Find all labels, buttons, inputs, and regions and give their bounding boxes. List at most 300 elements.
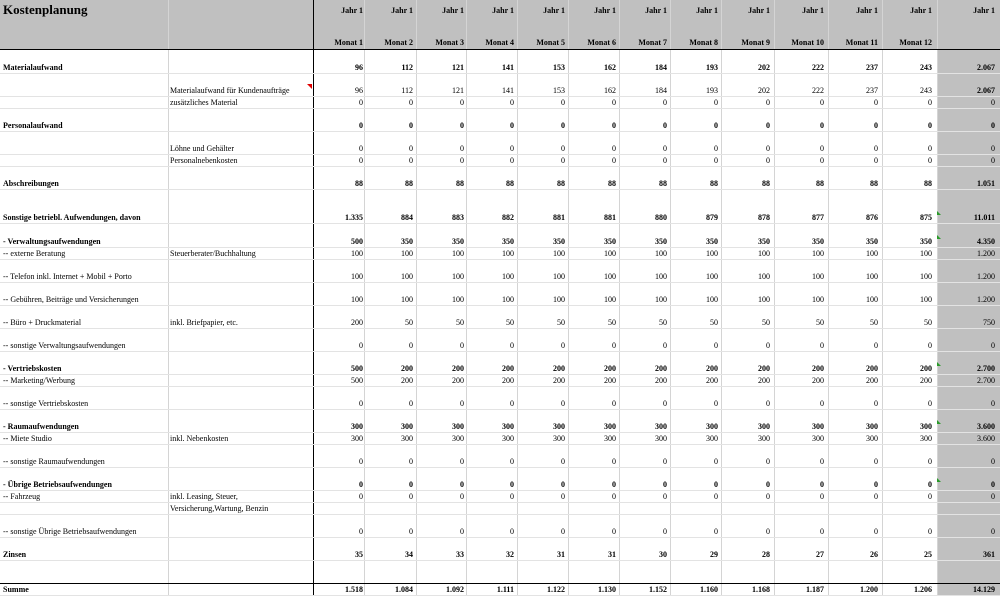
month-value-cell[interactable]: 0 [612, 144, 616, 153]
month-value-cell[interactable]: 100 [452, 249, 464, 258]
month-value-cell[interactable]: 0 [359, 98, 363, 107]
month-value-cell[interactable]: 100 [758, 272, 770, 281]
month-value-cell[interactable]: 350 [553, 237, 565, 246]
month-value-cell[interactable]: 222 [812, 86, 824, 95]
month-value-cell[interactable]: 100 [655, 295, 667, 304]
month-value-cell[interactable]: 25 [924, 550, 932, 559]
month-value-cell[interactable]: 350 [452, 237, 464, 246]
month-value-cell[interactable]: 350 [502, 237, 514, 246]
year-total-cell[interactable]: 2.067 [977, 86, 995, 95]
year-total-cell[interactable]: 2.700 [977, 376, 995, 385]
month-value-cell[interactable]: 50 [762, 318, 770, 327]
month-value-cell[interactable]: 0 [766, 480, 770, 489]
month-value-cell[interactable]: 29 [710, 550, 718, 559]
month-value-cell[interactable]: 0 [612, 98, 616, 107]
month-value-cell[interactable]: 193 [706, 63, 718, 72]
month-value-cell[interactable]: 0 [510, 399, 514, 408]
month-value-cell[interactable]: 50 [924, 318, 932, 327]
month-value-cell[interactable]: 162 [604, 63, 616, 72]
month-value-cell[interactable]: 0 [928, 98, 932, 107]
month-value-cell[interactable]: 200 [758, 376, 770, 385]
month-value-cell[interactable]: 0 [928, 341, 932, 350]
month-value-cell[interactable]: 0 [409, 144, 413, 153]
month-value-cell[interactable]: 100 [706, 272, 718, 281]
month-value-cell[interactable]: 0 [714, 121, 718, 130]
month-value-cell[interactable]: 0 [460, 457, 464, 466]
month-value-cell[interactable]: 500 [351, 237, 363, 246]
month-value-cell[interactable]: 35 [355, 550, 363, 559]
month-value-cell[interactable]: 300 [706, 434, 718, 443]
month-value-cell[interactable]: 0 [928, 480, 932, 489]
month-value-cell[interactable]: 300 [758, 434, 770, 443]
month-value-cell[interactable]: 0 [874, 156, 878, 165]
month-value-cell[interactable]: 100 [351, 272, 363, 281]
year-total-cell[interactable]: 0 [991, 480, 995, 489]
row-label[interactable]: -- Fahrzeug [3, 492, 41, 501]
month-value-cell[interactable]: 200 [401, 376, 413, 385]
month-value-cell[interactable]: 0 [714, 457, 718, 466]
month-value-cell[interactable]: 100 [920, 295, 932, 304]
year-total-cell[interactable]: 3.600 [977, 434, 995, 443]
month-value-cell[interactable]: 31 [557, 550, 565, 559]
month-value-cell[interactable]: 100 [351, 249, 363, 258]
month-value-cell[interactable]: 0 [359, 121, 363, 130]
row-label[interactable]: - Vertriebskosten [3, 364, 62, 373]
year-total-cell[interactable]: 0 [991, 527, 995, 536]
month-value-cell[interactable]: 200 [351, 318, 363, 327]
month-value-cell[interactable]: 0 [510, 527, 514, 536]
month-value-cell[interactable]: 0 [561, 457, 565, 466]
month-value-cell[interactable]: 88 [659, 179, 667, 188]
row-description[interactable]: Materialaufwand für Kundenaufträge [170, 86, 290, 95]
month-value-cell[interactable]: 100 [920, 249, 932, 258]
month-value-cell[interactable]: 0 [766, 144, 770, 153]
month-value-cell[interactable]: 300 [452, 422, 464, 431]
month-value-cell[interactable]: 0 [928, 399, 932, 408]
year-total-cell[interactable]: 11.011 [973, 213, 995, 222]
month-value-cell[interactable]: 0 [766, 121, 770, 130]
month-value-cell[interactable]: 0 [820, 480, 824, 489]
month-value-cell[interactable]: 88 [710, 179, 718, 188]
month-value-cell[interactable]: 350 [866, 237, 878, 246]
month-value-cell[interactable]: 50 [506, 318, 514, 327]
row-label[interactable]: -- Miete Studio [3, 434, 52, 443]
year-total-cell[interactable]: 1.200 [977, 249, 995, 258]
year-total-cell[interactable]: 0 [991, 98, 995, 107]
month-value-cell[interactable]: 0 [510, 121, 514, 130]
month-value-cell[interactable]: 0 [663, 457, 667, 466]
month-value-cell[interactable]: 350 [401, 237, 413, 246]
row-description[interactable]: inkl. Nebenkosten [170, 434, 229, 443]
month-value-cell[interactable]: 0 [561, 492, 565, 501]
month-value-cell[interactable]: 50 [608, 318, 616, 327]
month-value-cell[interactable]: 200 [604, 364, 616, 373]
month-value-cell[interactable]: 88 [355, 179, 363, 188]
month-value-cell[interactable]: 243 [920, 63, 932, 72]
month-value-cell[interactable]: 200 [655, 376, 667, 385]
month-value-cell[interactable]: 0 [460, 156, 464, 165]
month-value-cell[interactable]: 0 [714, 144, 718, 153]
month-value-cell[interactable]: 27 [816, 550, 824, 559]
row-label[interactable]: Summe [3, 585, 29, 594]
month-value-cell[interactable]: 0 [714, 480, 718, 489]
month-value-cell[interactable]: 200 [866, 364, 878, 373]
year-total-cell[interactable]: 0 [991, 156, 995, 165]
month-value-cell[interactable]: 884 [401, 213, 413, 222]
month-value-cell[interactable]: 100 [706, 295, 718, 304]
month-value-cell[interactable]: 0 [820, 457, 824, 466]
month-value-cell[interactable]: 880 [655, 213, 667, 222]
month-value-cell[interactable]: 0 [359, 480, 363, 489]
row-description[interactable]: Löhne und Gehälter [170, 144, 234, 153]
month-value-cell[interactable]: 88 [405, 179, 413, 188]
row-label[interactable]: -- Büro + Druckmaterial [3, 318, 82, 327]
month-value-cell[interactable]: 0 [663, 144, 667, 153]
month-value-cell[interactable]: 100 [553, 272, 565, 281]
month-value-cell[interactable]: 88 [506, 179, 514, 188]
month-value-cell[interactable]: 0 [510, 480, 514, 489]
month-value-cell[interactable]: 100 [604, 295, 616, 304]
month-value-cell[interactable]: 0 [612, 341, 616, 350]
month-value-cell[interactable]: 237 [866, 63, 878, 72]
month-value-cell[interactable]: 500 [351, 364, 363, 373]
month-value-cell[interactable]: 34 [405, 550, 413, 559]
month-value-cell[interactable]: 0 [510, 156, 514, 165]
row-label[interactable]: -- sonstige Vertriebskosten [3, 399, 89, 408]
month-value-cell[interactable]: 88 [557, 179, 565, 188]
month-value-cell[interactable]: 0 [874, 98, 878, 107]
month-value-cell[interactable]: 300 [812, 422, 824, 431]
row-label[interactable]: Abschreibungen [3, 179, 59, 188]
month-value-cell[interactable]: 1.335 [345, 213, 363, 222]
month-value-cell[interactable]: 0 [561, 121, 565, 130]
month-value-cell[interactable]: 0 [714, 399, 718, 408]
month-value-cell[interactable]: 1.122 [547, 585, 565, 594]
year-total-cell[interactable]: 0 [991, 341, 995, 350]
month-value-cell[interactable]: 0 [820, 121, 824, 130]
month-value-cell[interactable]: 1.160 [700, 585, 718, 594]
month-value-cell[interactable]: 0 [663, 156, 667, 165]
month-value-cell[interactable]: 200 [866, 376, 878, 385]
month-value-cell[interactable]: 0 [510, 144, 514, 153]
month-value-cell[interactable]: 100 [706, 249, 718, 258]
month-value-cell[interactable]: 0 [359, 457, 363, 466]
month-value-cell[interactable]: 237 [866, 86, 878, 95]
month-value-cell[interactable]: 0 [714, 492, 718, 501]
month-value-cell[interactable]: 1.206 [914, 585, 932, 594]
month-value-cell[interactable]: 0 [663, 399, 667, 408]
month-value-cell[interactable]: 0 [874, 480, 878, 489]
month-value-cell[interactable]: 100 [502, 249, 514, 258]
month-value-cell[interactable]: 88 [456, 179, 464, 188]
month-value-cell[interactable]: 202 [758, 63, 770, 72]
month-value-cell[interactable]: 300 [812, 434, 824, 443]
month-value-cell[interactable]: 96 [355, 63, 363, 72]
month-value-cell[interactable]: 88 [924, 179, 932, 188]
row-description[interactable]: zusätzliches Material [170, 98, 238, 107]
comment-marker-icon[interactable] [307, 84, 312, 89]
month-value-cell[interactable]: 1.152 [649, 585, 667, 594]
month-value-cell[interactable]: 300 [920, 422, 932, 431]
year-total-cell[interactable]: 14.129 [973, 585, 995, 594]
month-value-cell[interactable]: 100 [452, 295, 464, 304]
month-value-cell[interactable]: 88 [608, 179, 616, 188]
month-value-cell[interactable]: 0 [460, 121, 464, 130]
month-value-cell[interactable]: 350 [920, 237, 932, 246]
month-value-cell[interactable]: 121 [452, 63, 464, 72]
month-value-cell[interactable]: 0 [820, 341, 824, 350]
month-value-cell[interactable]: 112 [401, 63, 413, 72]
month-value-cell[interactable]: 1.518 [345, 585, 363, 594]
month-value-cell[interactable]: 0 [409, 121, 413, 130]
month-value-cell[interactable]: 0 [460, 492, 464, 501]
month-value-cell[interactable]: 112 [401, 86, 413, 95]
error-indicator-icon[interactable] [937, 362, 941, 366]
row-label[interactable]: - Verwaltungsaufwendungen [3, 237, 101, 246]
year-total-cell[interactable]: 361 [983, 550, 995, 559]
month-value-cell[interactable]: 0 [714, 156, 718, 165]
month-value-cell[interactable]: 200 [452, 376, 464, 385]
month-value-cell[interactable]: 1.111 [496, 585, 514, 594]
month-value-cell[interactable]: 0 [874, 527, 878, 536]
month-value-cell[interactable]: 0 [714, 341, 718, 350]
month-value-cell[interactable]: 300 [655, 434, 667, 443]
month-value-cell[interactable]: 0 [409, 156, 413, 165]
month-value-cell[interactable]: 0 [874, 144, 878, 153]
month-value-cell[interactable]: 100 [351, 295, 363, 304]
month-value-cell[interactable]: 300 [452, 434, 464, 443]
month-value-cell[interactable]: 50 [557, 318, 565, 327]
row-description[interactable]: inkl. Briefpapier, etc. [170, 318, 238, 327]
month-value-cell[interactable]: 141 [502, 86, 514, 95]
row-label[interactable]: -- Gebühren, Beiträge und Versicherungen [3, 295, 139, 304]
row-label[interactable]: -- Marketing/Werbung [3, 376, 75, 385]
month-value-cell[interactable]: 0 [663, 121, 667, 130]
month-value-cell[interactable]: 0 [820, 98, 824, 107]
row-description[interactable]: Steuerberater/Buchhaltung [170, 249, 256, 258]
month-value-cell[interactable]: 879 [706, 213, 718, 222]
month-value-cell[interactable]: 350 [706, 237, 718, 246]
month-value-cell[interactable]: 300 [553, 434, 565, 443]
month-value-cell[interactable]: 184 [655, 86, 667, 95]
month-value-cell[interactable]: 0 [928, 457, 932, 466]
month-value-cell[interactable]: 878 [758, 213, 770, 222]
month-value-cell[interactable]: 0 [663, 480, 667, 489]
month-value-cell[interactable]: 0 [561, 144, 565, 153]
month-value-cell[interactable]: 96 [355, 86, 363, 95]
month-value-cell[interactable]: 184 [655, 63, 667, 72]
month-value-cell[interactable]: 300 [706, 422, 718, 431]
month-value-cell[interactable]: 350 [812, 237, 824, 246]
row-label[interactable]: - Raumaufwendungen [3, 422, 79, 431]
row-description[interactable]: Versicherung,Wartung, Benzin [170, 504, 269, 513]
month-value-cell[interactable]: 100 [502, 272, 514, 281]
month-value-cell[interactable]: 0 [663, 492, 667, 501]
month-value-cell[interactable]: 50 [816, 318, 824, 327]
month-value-cell[interactable]: 0 [460, 480, 464, 489]
row-label[interactable]: -- externe Beratung [3, 249, 66, 258]
month-value-cell[interactable]: 200 [553, 376, 565, 385]
month-value-cell[interactable]: 500 [351, 376, 363, 385]
month-value-cell[interactable]: 100 [812, 272, 824, 281]
month-value-cell[interactable]: 100 [758, 249, 770, 258]
month-value-cell[interactable]: 0 [359, 527, 363, 536]
month-value-cell[interactable]: 300 [604, 434, 616, 443]
month-value-cell[interactable]: 100 [866, 249, 878, 258]
error-indicator-icon[interactable] [937, 235, 941, 239]
month-value-cell[interactable]: 0 [874, 399, 878, 408]
month-value-cell[interactable]: 0 [561, 156, 565, 165]
month-value-cell[interactable]: 200 [655, 364, 667, 373]
year-total-cell[interactable]: 750 [983, 318, 995, 327]
month-value-cell[interactable]: 100 [604, 249, 616, 258]
month-value-cell[interactable]: 100 [401, 272, 413, 281]
month-value-cell[interactable]: 200 [812, 364, 824, 373]
month-value-cell[interactable]: 0 [409, 492, 413, 501]
month-value-cell[interactable]: 202 [758, 86, 770, 95]
month-value-cell[interactable]: 300 [351, 434, 363, 443]
row-description[interactable]: Personalnebenkosten [170, 156, 238, 165]
month-value-cell[interactable]: 350 [655, 237, 667, 246]
month-value-cell[interactable]: 0 [766, 492, 770, 501]
year-total-cell[interactable]: 1.200 [977, 272, 995, 281]
month-value-cell[interactable]: 88 [870, 179, 878, 188]
month-value-cell[interactable]: 200 [706, 376, 718, 385]
month-value-cell[interactable]: 1.168 [752, 585, 770, 594]
month-value-cell[interactable]: 50 [870, 318, 878, 327]
month-value-cell[interactable]: 0 [612, 480, 616, 489]
month-value-cell[interactable]: 200 [401, 364, 413, 373]
month-value-cell[interactable]: 0 [663, 98, 667, 107]
month-value-cell[interactable]: 121 [452, 86, 464, 95]
year-total-cell[interactable]: 3.600 [977, 422, 995, 431]
month-value-cell[interactable]: 0 [409, 341, 413, 350]
month-value-cell[interactable]: 88 [762, 179, 770, 188]
month-value-cell[interactable]: 0 [820, 399, 824, 408]
month-value-cell[interactable]: 0 [928, 492, 932, 501]
month-value-cell[interactable]: 0 [460, 98, 464, 107]
month-value-cell[interactable]: 100 [812, 249, 824, 258]
month-value-cell[interactable]: 300 [502, 422, 514, 431]
month-value-cell[interactable]: 0 [359, 492, 363, 501]
month-value-cell[interactable]: 877 [812, 213, 824, 222]
month-value-cell[interactable]: 0 [766, 399, 770, 408]
month-value-cell[interactable]: 0 [359, 156, 363, 165]
month-value-cell[interactable]: 100 [866, 272, 878, 281]
year-total-cell[interactable]: 2.700 [977, 364, 995, 373]
month-value-cell[interactable]: 300 [351, 422, 363, 431]
month-value-cell[interactable]: 0 [612, 492, 616, 501]
month-value-cell[interactable]: 100 [502, 295, 514, 304]
month-value-cell[interactable]: 200 [758, 364, 770, 373]
month-value-cell[interactable]: 0 [561, 399, 565, 408]
month-value-cell[interactable]: 100 [866, 295, 878, 304]
month-value-cell[interactable]: 300 [655, 422, 667, 431]
month-value-cell[interactable]: 0 [714, 527, 718, 536]
month-value-cell[interactable]: 300 [866, 422, 878, 431]
month-value-cell[interactable]: 162 [604, 86, 616, 95]
month-value-cell[interactable]: 0 [663, 341, 667, 350]
month-value-cell[interactable]: 100 [452, 272, 464, 281]
row-label[interactable]: Sonstige betriebl. Aufwendungen, davon [3, 213, 141, 222]
month-value-cell[interactable]: 28 [762, 550, 770, 559]
row-description[interactable]: inkl. Leasing, Steuer, [170, 492, 238, 501]
row-label[interactable]: Materialaufwand [3, 63, 63, 72]
month-value-cell[interactable]: 1.130 [598, 585, 616, 594]
month-value-cell[interactable]: 0 [874, 457, 878, 466]
month-value-cell[interactable]: 153 [553, 86, 565, 95]
month-value-cell[interactable]: 1.187 [806, 585, 824, 594]
month-value-cell[interactable]: 0 [766, 527, 770, 536]
month-value-cell[interactable]: 0 [928, 144, 932, 153]
month-value-cell[interactable]: 0 [612, 121, 616, 130]
month-value-cell[interactable]: 300 [401, 422, 413, 431]
month-value-cell[interactable]: 0 [409, 527, 413, 536]
row-label[interactable]: Zinsen [3, 550, 27, 559]
month-value-cell[interactable]: 32 [506, 550, 514, 559]
month-value-cell[interactable]: 0 [561, 480, 565, 489]
month-value-cell[interactable]: 0 [612, 156, 616, 165]
month-value-cell[interactable]: 0 [612, 527, 616, 536]
month-value-cell[interactable]: 0 [820, 144, 824, 153]
month-value-cell[interactable]: 50 [659, 318, 667, 327]
month-value-cell[interactable]: 0 [663, 527, 667, 536]
month-value-cell[interactable]: 100 [401, 295, 413, 304]
month-value-cell[interactable]: 200 [920, 376, 932, 385]
month-value-cell[interactable]: 100 [655, 272, 667, 281]
month-value-cell[interactable]: 881 [604, 213, 616, 222]
month-value-cell[interactable]: 100 [553, 295, 565, 304]
month-value-cell[interactable]: 0 [460, 144, 464, 153]
month-value-cell[interactable]: 0 [766, 457, 770, 466]
month-value-cell[interactable]: 153 [553, 63, 565, 72]
month-value-cell[interactable]: 0 [460, 527, 464, 536]
month-value-cell[interactable]: 33 [456, 550, 464, 559]
month-value-cell[interactable]: 31 [608, 550, 616, 559]
month-value-cell[interactable]: 0 [766, 98, 770, 107]
month-value-cell[interactable]: 243 [920, 86, 932, 95]
month-value-cell[interactable]: 100 [553, 249, 565, 258]
month-value-cell[interactable]: 50 [405, 318, 413, 327]
month-value-cell[interactable]: 100 [604, 272, 616, 281]
month-value-cell[interactable]: 300 [401, 434, 413, 443]
month-value-cell[interactable]: 0 [510, 341, 514, 350]
year-total-cell[interactable]: 0 [991, 144, 995, 153]
error-indicator-icon[interactable] [937, 211, 941, 215]
month-value-cell[interactable]: 300 [920, 434, 932, 443]
month-value-cell[interactable]: 300 [758, 422, 770, 431]
month-value-cell[interactable]: 0 [409, 399, 413, 408]
year-total-cell[interactable]: 1.200 [977, 295, 995, 304]
month-value-cell[interactable]: 1.200 [860, 585, 878, 594]
month-value-cell[interactable]: 881 [553, 213, 565, 222]
month-value-cell[interactable]: 0 [510, 492, 514, 501]
month-value-cell[interactable]: 350 [758, 237, 770, 246]
month-value-cell[interactable]: 0 [766, 156, 770, 165]
row-label[interactable]: -- sonstige Verwaltungsaufwendungen [3, 341, 126, 350]
year-total-cell[interactable]: 0 [991, 492, 995, 501]
month-value-cell[interactable]: 0 [612, 399, 616, 408]
month-value-cell[interactable]: 0 [820, 156, 824, 165]
month-value-cell[interactable]: 0 [359, 341, 363, 350]
month-value-cell[interactable]: 300 [866, 434, 878, 443]
month-value-cell[interactable]: 0 [409, 457, 413, 466]
month-value-cell[interactable]: 350 [604, 237, 616, 246]
month-value-cell[interactable]: 100 [920, 272, 932, 281]
month-value-cell[interactable]: 0 [460, 399, 464, 408]
month-value-cell[interactable]: 50 [456, 318, 464, 327]
row-label[interactable]: -- sonstige Übrige Betriebsaufwendungen [3, 527, 137, 536]
